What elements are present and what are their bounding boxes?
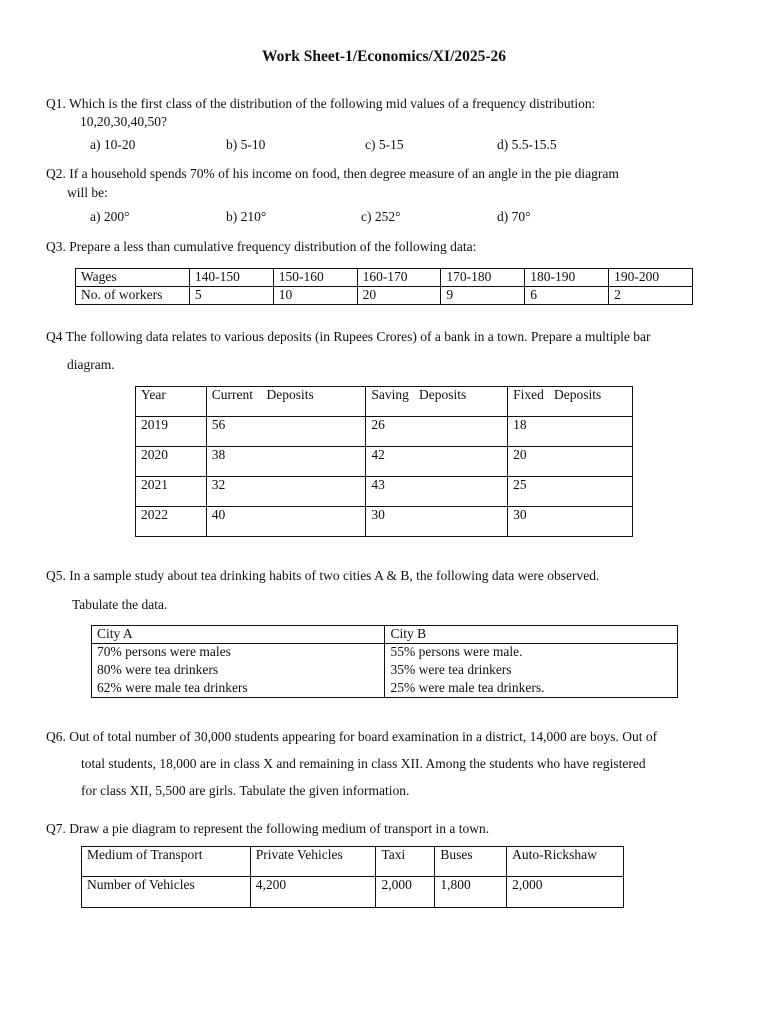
table-cell: 2021 — [136, 477, 207, 507]
table-cell: City A — [92, 626, 385, 644]
q5-cities-table — [91, 625, 678, 698]
table-row — [92, 626, 678, 644]
worksheet-title: Work Sheet-1/Economics/XI/2025-26 — [261, 48, 507, 65]
q1-option-b: b) 5-10 — [226, 137, 266, 152]
table-row — [92, 644, 678, 662]
q5-text-cont: Tabulate the data. — [72, 597, 168, 612]
table-cell: 35% were tea drinkers — [385, 662, 678, 680]
table-cell: 40 — [206, 507, 366, 537]
table-cell: 26 — [366, 417, 508, 447]
table-row — [136, 387, 633, 417]
table-cell: 70% persons were males — [92, 644, 385, 662]
table-row — [136, 477, 633, 507]
table-cell: Fixed Deposits — [508, 387, 633, 417]
q1-option-d: d) 5.5-15.5 — [497, 137, 557, 152]
q7-transport-table — [81, 846, 624, 908]
table-cell: 1,800 — [435, 877, 507, 908]
table-cell: Wages — [76, 269, 190, 287]
table-row — [82, 847, 624, 877]
table-cell: 2,000 — [507, 877, 624, 908]
q2-option-d: d) 70° — [497, 209, 531, 224]
table-cell: Current Deposits — [206, 387, 366, 417]
table-row — [136, 507, 633, 537]
q1-text: Q1. Which is the first class of the distribution of the following mid values of a frequency distribution: — [46, 96, 596, 111]
table-cell: Saving Deposits — [366, 387, 508, 417]
table-cell: 80% were tea drinkers — [92, 662, 385, 680]
q3-wages-table — [75, 268, 693, 305]
table-cell: 190-200 — [609, 269, 693, 287]
table-cell: 140-150 — [189, 269, 273, 287]
table-cell: 10 — [273, 287, 357, 305]
table-cell: Auto-Rickshaw — [507, 847, 624, 877]
q3-text: Q3. Prepare a less than cumulative frequency distribution of the following data: — [46, 239, 477, 254]
q6-text-cont-1: total students, 18,000 are in class X and remaining in class XII. Among the students who have registered — [81, 756, 646, 771]
q4-text: Q4 The following data relates to various deposits (in Rupees Crores) of a bank in a town. Prepare a multiple bar — [46, 329, 651, 344]
q4-deposits-table — [135, 386, 633, 537]
table-cell: 150-160 — [273, 269, 357, 287]
table-cell: 38 — [206, 447, 366, 477]
table-cell: 20 — [357, 287, 441, 305]
q6-text: Q6. Out of total number of 30,000 students appearing for board examination in a district, 14,000 are boys. Out of — [46, 729, 658, 744]
table-cell: Year — [136, 387, 207, 417]
table-row — [136, 447, 633, 477]
q2-text: Q2. If a household spends 70% of his income on food, then degree measure of an angle in the pie diagram — [46, 166, 619, 181]
table-cell: Buses — [435, 847, 507, 877]
table-cell: 56 — [206, 417, 366, 447]
table-cell: 18 — [508, 417, 633, 447]
table-cell: 9 — [441, 287, 525, 305]
table-row — [92, 680, 678, 698]
table-cell: 55% persons were male. — [385, 644, 678, 662]
table-row — [76, 269, 693, 287]
table-cell: 2020 — [136, 447, 207, 477]
table-cell: 4,200 — [250, 877, 376, 908]
q7-text: Q7. Draw a pie diagram to represent the following medium of transport in a town. — [46, 821, 490, 836]
table-cell: 30 — [366, 507, 508, 537]
table-row — [82, 877, 624, 908]
table-cell: 170-180 — [441, 269, 525, 287]
table-cell: No. of workers — [76, 287, 190, 305]
table-cell: 30 — [508, 507, 633, 537]
table-cell: 160-170 — [357, 269, 441, 287]
q2-option-a: a) 200° — [90, 209, 130, 224]
table-cell: City B — [385, 626, 678, 644]
table-row — [136, 417, 633, 447]
q1-text-cont: 10,20,30,40,50? — [80, 114, 167, 129]
table-cell: 6 — [525, 287, 609, 305]
table-cell: 2,000 — [376, 877, 435, 908]
table-cell: 43 — [366, 477, 508, 507]
table-cell: 25% were male tea drinkers. — [385, 680, 678, 698]
table-cell: 2022 — [136, 507, 207, 537]
table-cell: 25 — [508, 477, 633, 507]
table-cell: 42 — [366, 447, 508, 477]
table-cell: 62% were male tea drinkers — [92, 680, 385, 698]
q1-option-c: c) 5-15 — [365, 137, 404, 152]
q5-text: Q5. In a sample study about tea drinking habits of two cities A & B, the following data were observed. — [46, 568, 600, 583]
table-cell: Number of Vehicles — [82, 877, 251, 908]
q2-option-c: c) 252° — [361, 209, 401, 224]
q6-text-cont-2: for class XII, 5,500 are girls. Tabulate the given information. — [81, 783, 410, 798]
table-cell: Taxi — [376, 847, 435, 877]
table-cell: 5 — [189, 287, 273, 305]
table-cell: Private Vehicles — [250, 847, 376, 877]
q2-text-cont: will be: — [67, 185, 108, 200]
table-cell: 2 — [609, 287, 693, 305]
table-cell: Medium of Transport — [82, 847, 251, 877]
table-cell: 2019 — [136, 417, 207, 447]
table-cell: 32 — [206, 477, 366, 507]
table-row — [76, 287, 693, 305]
q2-option-b: b) 210° — [226, 209, 267, 224]
q1-option-a: a) 10-20 — [90, 137, 136, 152]
q4-text-cont: diagram. — [67, 357, 115, 372]
table-row — [92, 662, 678, 680]
table-cell: 180-190 — [525, 269, 609, 287]
table-cell: 20 — [508, 447, 633, 477]
